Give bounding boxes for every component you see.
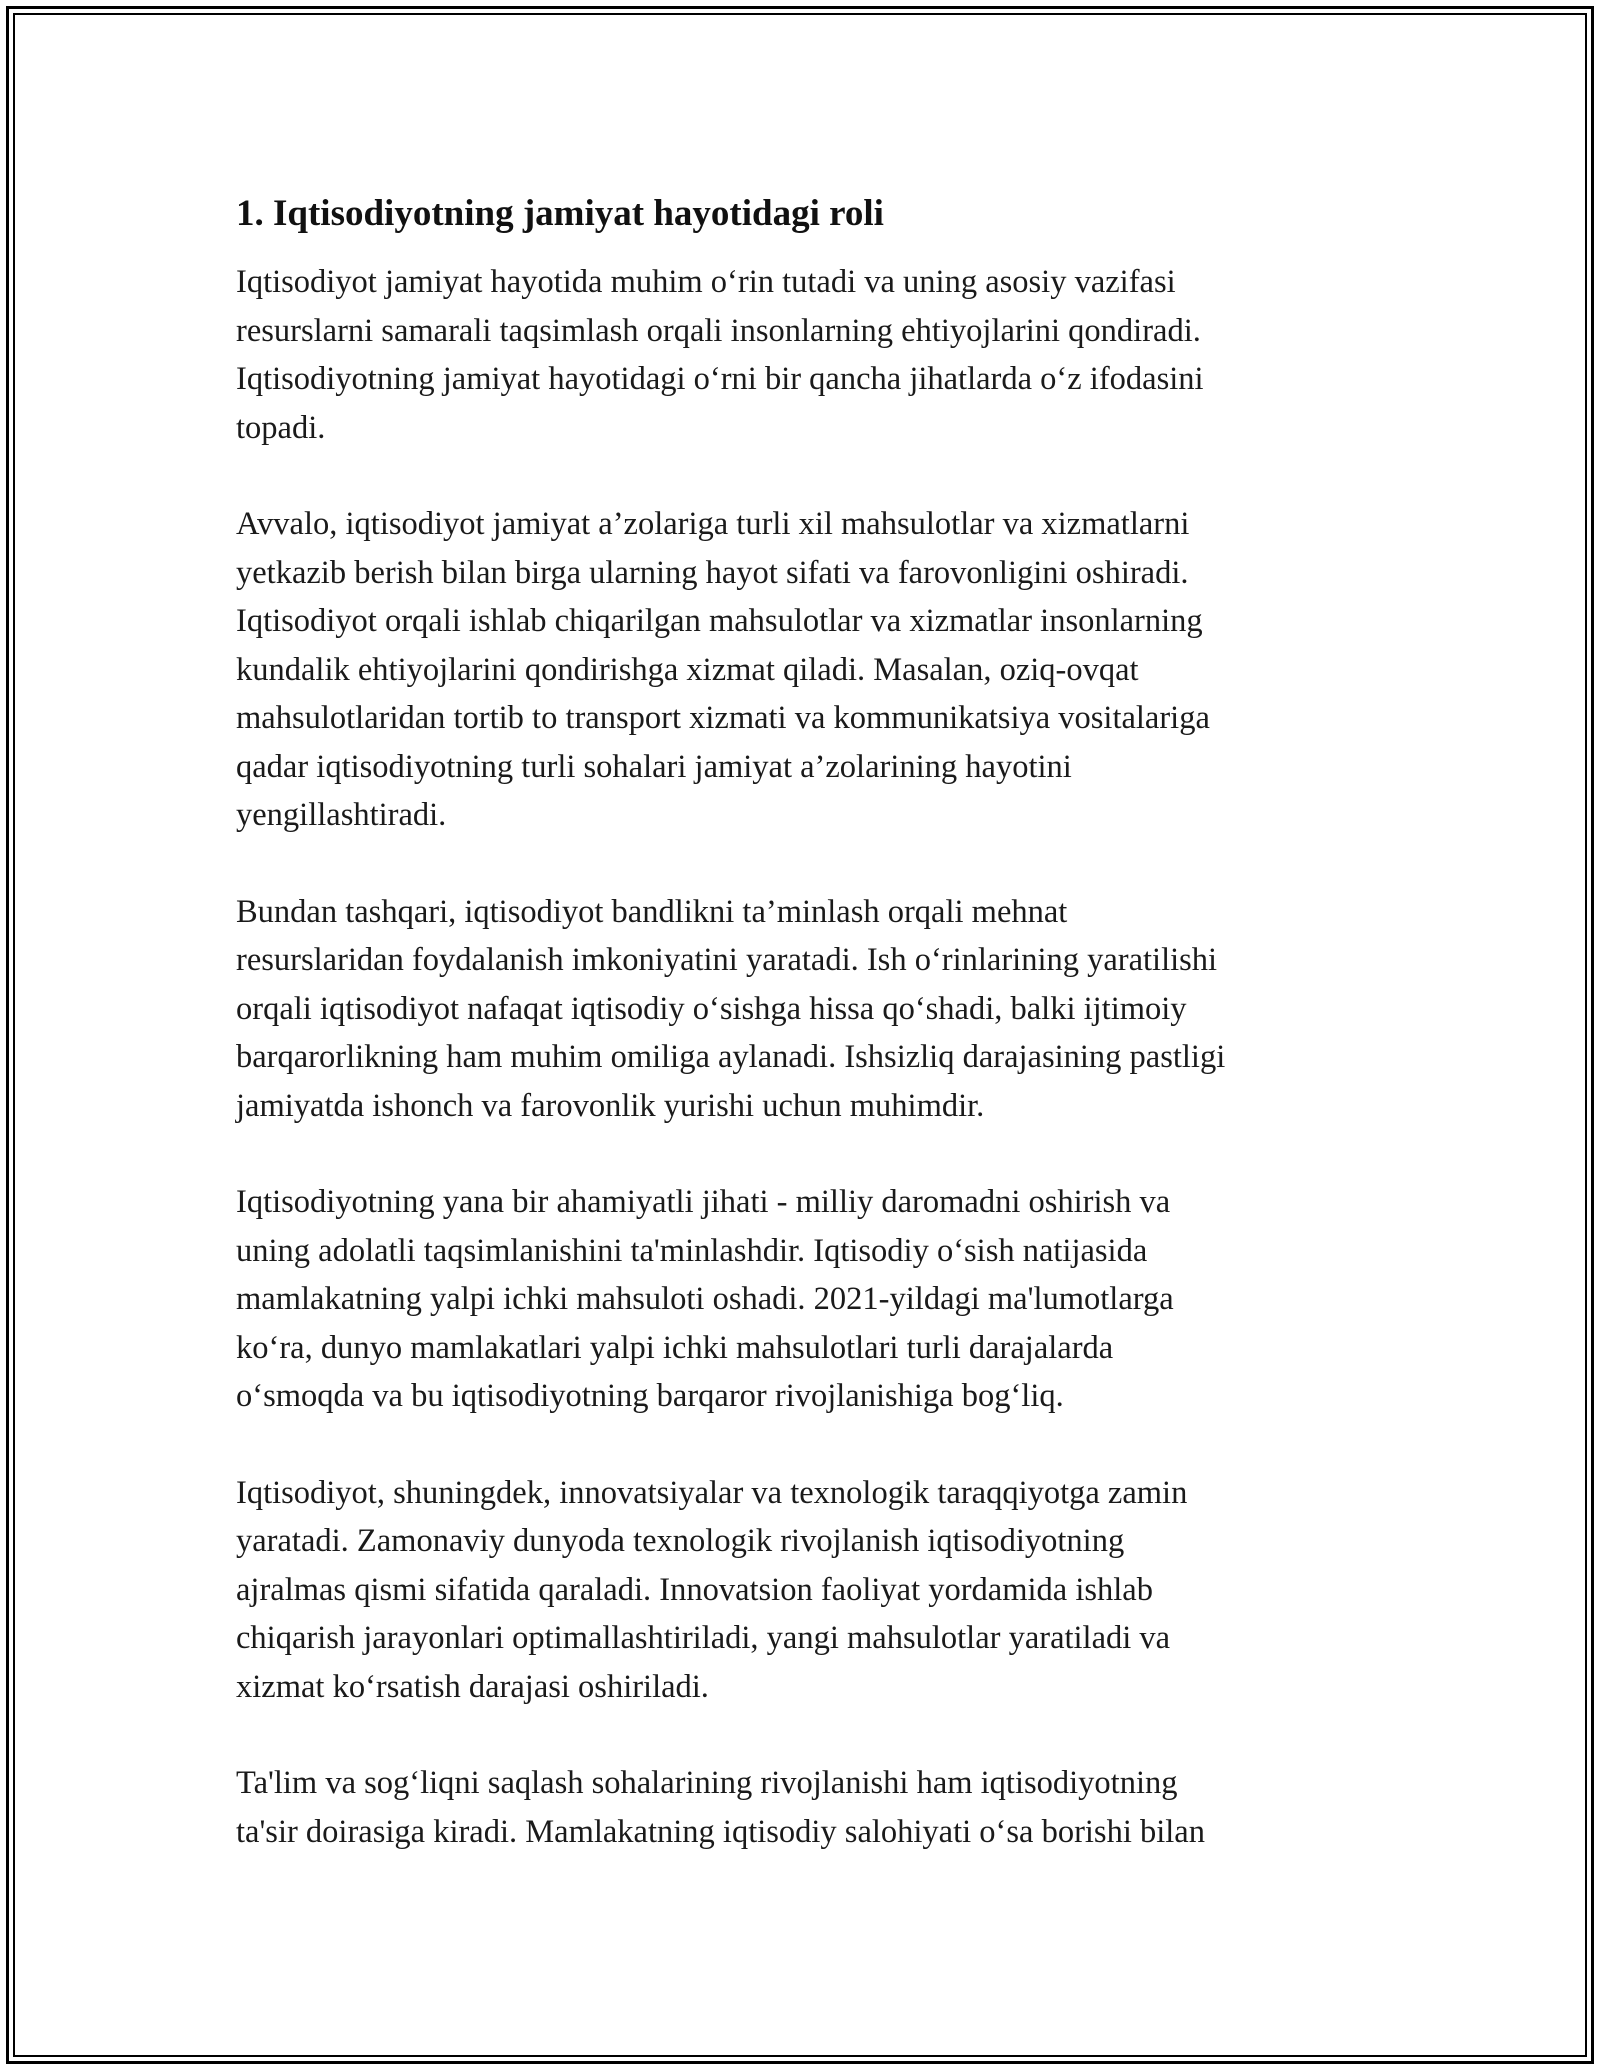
text-line: Iqtisodiyot, shuningdek, innovatsiyalar va texnologik taraqqiyotga zamin [236, 1474, 1188, 1511]
text-line: resurslarni samarali taqsimlash orqali insonlarning ehtiyojlarini qondiradi. [236, 312, 1201, 349]
section-heading: 1. Iqtisodiyotning jamiyat hayotidagi roli [236, 193, 884, 234]
text-line: yaratadi. Zamonaviy dunyoda texnologik rivojlanish iqtisodiyotning [236, 1523, 1125, 1559]
text-line: qadar iqtisodiyotning turli sohalari jamiyat a’zolarining hayotini [236, 748, 1072, 785]
text-line: Bundan tashqari, iqtisodiyot bandlikni ta’minlash orqali mehnat [236, 893, 1068, 930]
text-line: kundalik ehtiyojlarini qondirishga xizmat qiladi. Masalan, oziq-ovqat [236, 651, 1139, 688]
text-line: chiqarish jarayonlari optimallashtiriladi, yangi mahsulotlar yaratiladi va [236, 1620, 1171, 1656]
text-line: Iqtisodiyotning yana bir ahamiyatli jihati - milliy daromadni oshirish va [236, 1184, 1171, 1220]
text-line: Ta'lim va sog‘liqni saqlash sohalarining rivojlanishi ham iqtisodiyotning [236, 1765, 1178, 1801]
text-line: Iqtisodiyot jamiyat hayotida muhim o‘rin tutadi va uning asosiy vazifasi [236, 264, 1176, 300]
text-line: Iqtisodiyot orqali ishlab chiqarilgan mahsulotlar va xizmatlar insonlarning [236, 603, 1203, 639]
text-line: o‘smoqda va bu iqtisodiyotning barqaror rivojlanishiga bog‘liq. [236, 1378, 1064, 1414]
text-line: yengillashtiradi. [236, 797, 447, 833]
text-line: ko‘ra, dunyo mamlakatlari yalpi ichki mahsulotlari turli darajalarda [236, 1329, 1114, 1366]
text-line: uning adolatli taqsimlanishini ta'minlashdir. Iqtisodiy o‘sish natijasida [236, 1232, 1148, 1269]
text-line: topadi. [236, 409, 326, 446]
text-line: orqali iqtisodiyot nafaqat iqtisodiy o‘sishga hissa qo‘shadi, balki ijtimoiy [236, 990, 1187, 1027]
text-line: xizmat ko‘rsatish darajasi oshiriladi. [236, 1668, 709, 1705]
text-line: barqarorlikning ham muhim omiliga aylanadi. Ishsizliq darajasining pastligi [236, 1039, 1226, 1075]
text-line: ajralmas qismi sifatida qaraladi. Innovatsion faoliyat yordamida ishlab [236, 1571, 1153, 1608]
text-line: Avvalo, iqtisodiyot jamiyat a’zolariga turli xil mahsulotlar va xizmatlarni [236, 506, 1190, 542]
document-body [236, 190, 1366, 1904]
paragraph-3 [236, 888, 1366, 1131]
text-line: yetkazib berish bilan birga ularning hayot sifati va farovonligini oshiradi. [236, 554, 1189, 591]
text-line: ta'sir doirasiga kiradi. Mamlakatning iqtisodiy salohiyati o‘sa borishi bilan [236, 1813, 1205, 1850]
paragraph-6 [236, 1759, 1366, 1856]
text-line: jamiyatda ishonch va farovonlik yurishi uchun muhimdir. [236, 1087, 985, 1124]
paragraph-1 [236, 258, 1366, 452]
text-line: mamlakatning yalpi ichki mahsuloti oshadi. 2021-yildagi ma'lumotlarga [236, 1281, 1174, 1317]
text-line: Iqtisodiyotning jamiyat hayotidagi o‘rni bir qancha jihatlarda o‘z ifodasini [236, 361, 1204, 397]
paragraph-4 [236, 1178, 1366, 1421]
paragraph-2 [236, 500, 1366, 840]
paragraph-5 [236, 1469, 1366, 1712]
text-line: mahsulotlaridan tortib to transport xizmati va kommunikatsiya vositalariga [236, 700, 1210, 736]
text-line: resurslaridan foydalanish imkoniyatini yaratadi. Ish o‘rinlarining yaratilishi [236, 942, 1218, 978]
